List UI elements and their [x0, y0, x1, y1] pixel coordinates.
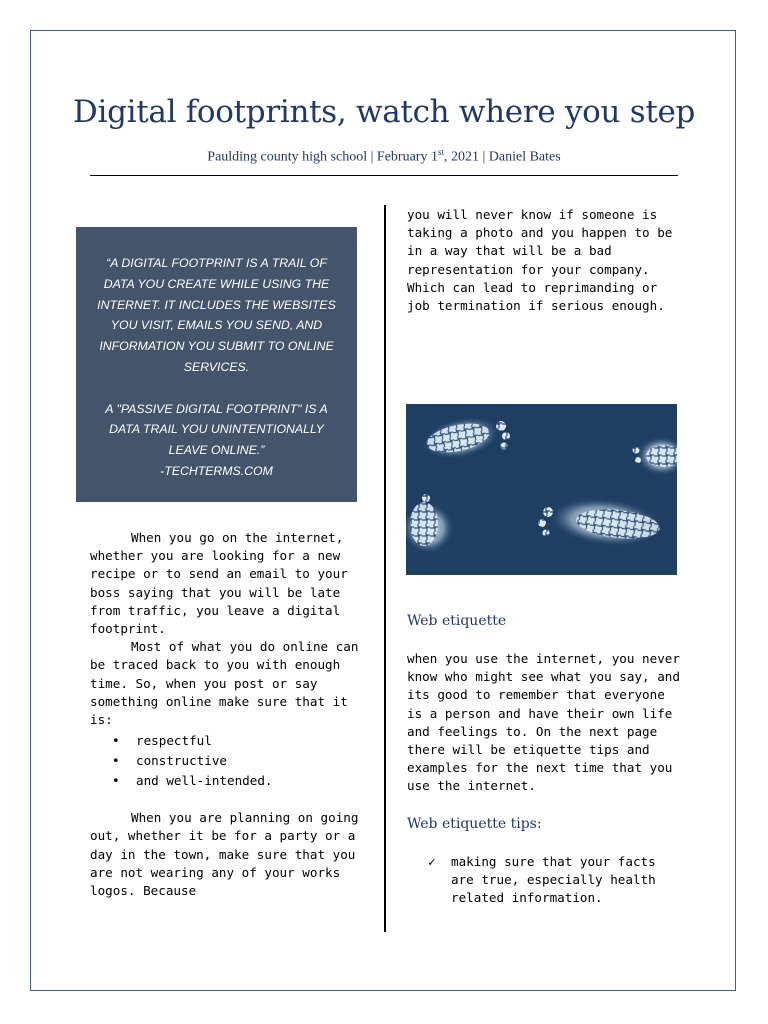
left-column-body [90, 529, 360, 900]
byline-prefix: Paulding county high school | February 1 [207, 149, 438, 165]
byline-ordinal: st [437, 147, 444, 157]
etiquette-paragraph: when you use the internet, you never know who might see what you say, and its good to remember that everyone is a person and have their own life and feelings to. On the next page there will be etiquette tips and examples for the next time that you use the internet. [407, 651, 680, 794]
quote-source: -TECHTERMS.COM [160, 463, 273, 478]
header-rule [90, 175, 678, 176]
bullet-item: • and well-intended. [90, 771, 360, 791]
tip-text: making sure that your facts are true, especially health related information. [451, 854, 656, 906]
bullet-item: • respectful [90, 731, 360, 751]
column-divider [384, 205, 386, 932]
web-etiquette-body [407, 650, 682, 796]
bullet-item: • constructive [90, 751, 360, 771]
check-icon: ✓ [428, 854, 436, 869]
right-column-continuation [407, 206, 679, 315]
page-title: Digital footprints, watch where you step [72, 94, 696, 130]
body-paragraph-3: When you are planning on going out, whether it be for a party or a day in the town, make sure that you are not wearing any of your works logos. Because [90, 810, 359, 899]
quote-paragraph-2: A "PASSIVE DIGITAL FOOTPRINT" IS A DATA TRAIL YOU UNINTENTIONALLY LEAVE ONLINE.” [105, 401, 328, 458]
body-paragraph-2: Most of what you do online can be traced back to you with enough time. So, when you post or say something online make sure that it is: [90, 639, 359, 728]
body-paragraph-1: When you go on the internet, whether you are looking for a new recipe or to send an email to your boss saying that you will be late from traffic, you leave a digital footprint. [90, 530, 348, 637]
byline-suffix: , 2021 | Daniel Bates [443, 149, 561, 165]
bullet-list [90, 731, 360, 791]
continuation-paragraph: you will never know if someone is taking a photo and you happen to be in a way that will be a bad representation for your company. Which can lead to reprimanding or job termination if serious enough. [407, 207, 673, 314]
tips-list [428, 853, 680, 908]
footprints-illustration [406, 404, 677, 575]
web-etiquette-tips-heading: Web etiquette tips: [407, 816, 542, 832]
pull-quote-box [76, 227, 357, 502]
footprints-image [406, 404, 677, 575]
tip-item [428, 853, 680, 908]
byline [0, 147, 768, 166]
web-etiquette-heading: Web etiquette [407, 613, 507, 629]
quote-paragraph-1: “A DIGITAL FOOTPRINT IS A TRAIL OF DATA YOU CREATE WHILE USING THE INTERNET. IT INCLUDES THE WEBSITES YOU VISIT, EMAILS YOU SEND, AND INFORMATION YOU SUBMIT TO ONLINE SERVICES. [97, 256, 336, 374]
